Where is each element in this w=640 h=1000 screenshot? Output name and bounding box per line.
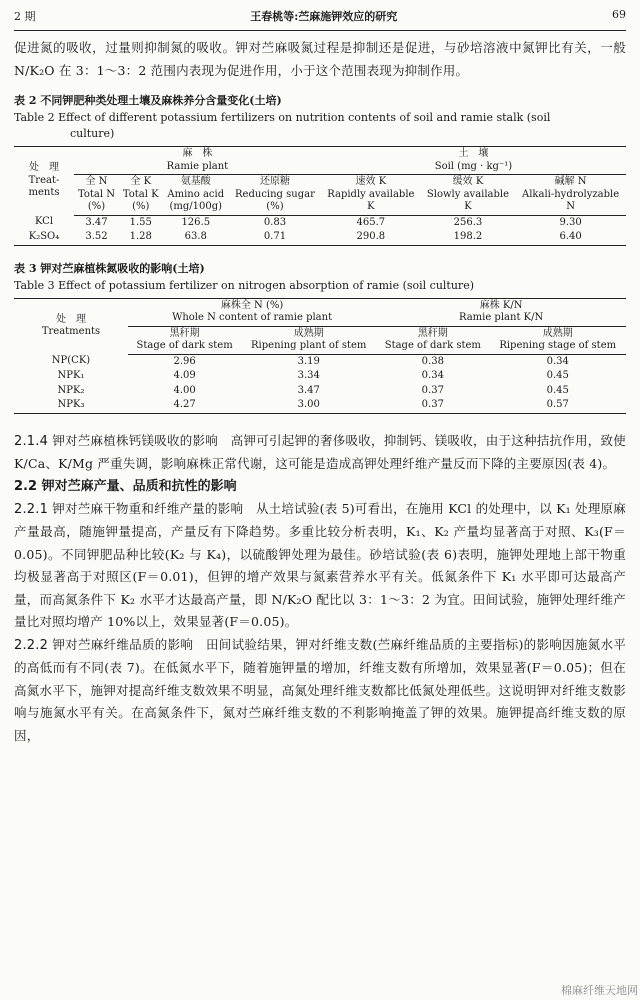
cell: 3.34 xyxy=(297,370,320,381)
cell: 4.09 xyxy=(173,370,196,381)
table2-treat-en: Treat-ments xyxy=(28,174,60,199)
table2-group-soil-en: Soil (mg · kg⁻¹) xyxy=(434,160,513,172)
table2-caption-cn: 表 2 不同钾肥种类处理土壤及麻株养分含量变化(土培) xyxy=(14,94,282,107)
running-title: 王春桃等:苎麻施钾效应的研究 xyxy=(250,10,398,23)
section-number: 2.1.4 xyxy=(14,433,49,449)
section-number: 2.2.2 xyxy=(14,637,49,653)
cell: 1.28 xyxy=(129,231,152,242)
row-label: NP(CK) xyxy=(51,355,91,367)
cell: 126.5 xyxy=(181,216,211,228)
cell: 3.47 xyxy=(85,216,108,228)
table2-col-header: 缓效 K Slowly available K xyxy=(421,175,515,216)
section-text: 钾对苎麻干物重和纤维产量的影响 从土培试验(表 5)可看出，在施用 KCl 的处理中，以 K₁ 处理原麻产量最高，随施钾量提高，产量反有下降趋势。多重比较分析表明，K₁、K₂ 产量均显著高于对照、K₃(F＝0.05)。不同钾肥品种比较(K₂ 与 K₄)，以硫酸钾处理为最佳。砂培试验(表 6)表明，施钾处理地上部干物重均极显著高于对照区(F＝0.01)，但钾的增产效果与氮素营养水平有关。低氮条件下 K₁ 水平即可达最高产量，而高氮条件下 K₂ 水平才达最高产量，即 N/K₂O 配比以 3：1～3：2 为宜。田间试验，施钾处理纤维产量比对照均增产 10%以上，效果显著(F＝0.05)。 xyxy=(14,500,626,629)
table3-group-kn-en: Ramie plant K/N xyxy=(458,312,544,323)
row-label: NPK₃ xyxy=(57,399,85,410)
section-2-2-2 xyxy=(14,634,626,748)
table3-caption-cn: 表 3 钾对苎麻植株氮吸收的影响(土培) xyxy=(14,261,205,275)
cell: 0.38 xyxy=(421,355,444,367)
cell: 290.8 xyxy=(356,231,386,242)
table3-col-header: 成熟期 Ripening plant of stem xyxy=(241,326,376,354)
table2-col-header: 氨基酸 Amino acid (mg/100g) xyxy=(163,175,230,216)
table3 xyxy=(14,298,626,414)
cell: 0.37 xyxy=(421,399,444,410)
row-label: NPK₁ xyxy=(57,370,85,381)
table2-column-headers xyxy=(14,175,626,216)
section-2-2-1 xyxy=(14,498,626,634)
table3-treat-cn: 处 理 xyxy=(56,313,86,325)
row-label: KCl xyxy=(34,216,54,228)
table2-group-ramie-en: Ramie plant xyxy=(166,160,229,172)
table3-treat-header xyxy=(14,298,128,354)
table2-group-ramie-cn: 麻 株 xyxy=(182,148,213,159)
cell: 3.52 xyxy=(85,231,108,242)
table-row xyxy=(14,369,626,384)
cell: 0.45 xyxy=(546,384,569,396)
table2-caption-en xyxy=(14,110,626,142)
cell: 198.2 xyxy=(453,231,483,242)
table-row xyxy=(14,398,626,413)
table2-col-header: 碱解 N Alkali-hydrolyzable N xyxy=(515,175,626,216)
table3-treat-en: Treatments xyxy=(41,326,101,338)
table2-col-header: 全 N Total N (%) xyxy=(74,175,119,216)
cell: 2.96 xyxy=(173,355,196,367)
row-label: NPK₂ xyxy=(57,384,85,396)
cell: 0.34 xyxy=(546,355,569,367)
table3-group-n xyxy=(128,298,376,326)
table2-treat-cn: 处 理 xyxy=(29,162,59,174)
running-header xyxy=(14,0,626,31)
table3-col-header: 黑秆期 Stage of dark stem xyxy=(128,326,241,354)
cell: 0.83 xyxy=(263,216,287,228)
cell: 63.8 xyxy=(184,231,207,242)
table-row xyxy=(14,384,626,399)
section-text: 钾对苎麻纤维品质的影响 田间试验结果，钾对纤维支数(苎麻纤维品质的主要指标)的影响因施氮水平的高低而有不同(表 7)。在低氮水平下，随着施钾量的增加，纤维支数有所增加，效果显著(F＝0.05)；但在高氮水平下，施钾对提高纤维支数效果不明显，高氮处理纤维支数都比低氮处理低些。这说明钾对纤维支数影响与施氮水平有关。在高氮条件下，氮对苎麻纤维支数的不利影响掩盖了钾的效果。施钾提高纤维支数的原因， xyxy=(14,636,626,743)
cell: 0.34 xyxy=(421,370,444,381)
table3-group-n-en: Whole N content of ramie plant xyxy=(172,312,333,323)
section-number: 2.2 xyxy=(14,478,38,494)
section-number: 2.2.1 xyxy=(14,501,49,517)
row-label: K₂SO₄ xyxy=(28,231,60,242)
cell: 0.37 xyxy=(421,384,444,396)
table2 xyxy=(14,146,626,246)
cell: 465.7 xyxy=(356,216,386,228)
section-text: 钾对苎麻植株钙镁吸收的影响 高钾可引起钾的奢侈吸收，抑制钙、镁吸收，由于这种拮抗作用，致使 K/Ca、K/Mg 严重失调，影响麻株正常代谢，这可能是造成高钾处理纤维产量反而下降的主要原因(表 4)。 xyxy=(14,432,626,471)
cell: 0.71 xyxy=(263,231,287,242)
cell: 9.30 xyxy=(559,216,582,228)
table2-group-ramie xyxy=(74,147,321,175)
table-row xyxy=(14,215,626,230)
table2-col-header: 速效 K Rapidly available K xyxy=(321,175,421,216)
table2-group-soil xyxy=(321,147,626,175)
cell: 0.45 xyxy=(546,370,569,381)
table2-group-soil-cn: 土 壤 xyxy=(458,148,489,159)
table2-col-header: 还原糖 Reducing sugar (%) xyxy=(229,175,321,216)
table2-treat-header xyxy=(14,147,74,216)
paragraph-top: 促进氮的吸收，过量则抑制氮的吸收。钾对苎麻吸氮过程是抑制还是促进，与砂培溶液中氮钾比有关，一般N/K₂O 在 3：1～3：2 范围内表现为促进作用，小于这个范围表现为抑制作用。 xyxy=(14,40,626,78)
section-title: 钾对苎麻产量、品质和抗性的影响 xyxy=(41,478,237,494)
table2-col-header: 全 K Total K (%) xyxy=(119,175,163,216)
section-2-2-heading xyxy=(14,476,626,498)
cell: 0.57 xyxy=(546,399,569,410)
table-row xyxy=(14,230,626,245)
page-number: 69 xyxy=(612,8,626,21)
table3-group-kn xyxy=(376,298,626,326)
table3-group-kn-cn: 麻株 K/N xyxy=(479,299,523,311)
cell: 1.55 xyxy=(129,216,152,228)
table3-col-header: 黑秆期 Stage of dark stem xyxy=(376,326,489,354)
cell: 3.19 xyxy=(297,355,320,367)
table3-col-header: 成熟期 Ripening stage of stem xyxy=(489,326,626,354)
cell: 4.00 xyxy=(173,384,196,396)
cell: 3.00 xyxy=(297,399,320,410)
table-row xyxy=(14,354,626,369)
cell: 3.47 xyxy=(297,384,320,396)
cell: 4.27 xyxy=(173,399,196,410)
cell: 256.3 xyxy=(453,216,483,228)
page xyxy=(14,0,626,1000)
cell: 6.40 xyxy=(559,231,582,242)
table2-caption-en-line1: Table 2 Effect of different potassium fertilizers on nutrition contents of soil and ramie stalk (soil xyxy=(14,111,551,124)
table3-group-n-cn: 麻株全 N (%) xyxy=(220,299,284,311)
issue-label: 2 期 xyxy=(14,10,36,23)
watermark: 棉麻纤维天地网 xyxy=(561,984,638,997)
table2-caption-en-line2: culture) xyxy=(70,127,115,140)
table3-caption-en: Table 3 Effect of potassium fertilizer on nitrogen absorption of ramie (soil culture) xyxy=(14,278,474,292)
section-2-1-4 xyxy=(14,430,626,476)
